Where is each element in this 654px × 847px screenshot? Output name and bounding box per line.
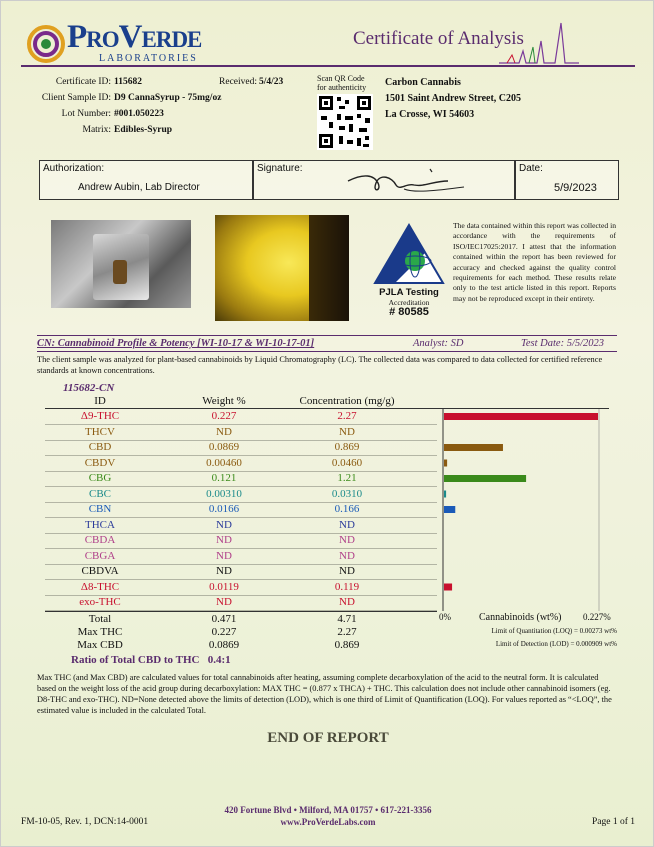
cannabinoid-weight: 0.227 — [211, 410, 237, 422]
authorization-label: Authorization: — [43, 163, 105, 174]
cannabinoid-weight: ND — [216, 425, 232, 438]
chart-xmin: 0% — [439, 612, 451, 622]
cannabinoid-weight: 0.0166 — [208, 503, 240, 515]
logo-swirl-icon — [27, 25, 65, 63]
test-date: Test Date: 5/5/2023 — [521, 338, 605, 349]
date-label: Date: — [519, 163, 543, 174]
cannabinoid-id: CBN — [88, 503, 112, 515]
bar-CBDV — [444, 460, 447, 467]
client-sample-id: D9 CannaSyrup - 75mg/oz — [114, 93, 222, 103]
authorizer-name: Andrew Aubin, Lab Director — [78, 182, 200, 193]
bar-CBG — [444, 475, 526, 482]
lot-number-label: Lot Number: — [61, 109, 111, 119]
date-box — [515, 160, 619, 200]
signature-image — [344, 163, 474, 197]
logo-main: ProVerde — [67, 19, 202, 55]
bar-Δ9-THC — [444, 413, 598, 420]
client-city: La Crosse, WI 54603 — [385, 109, 475, 120]
client-street: 1501 Saint Andrew Street, C205 — [385, 93, 522, 104]
section-title: CN: Cannabinoid Profile & Potency [WI-10-17 & WI-10-17-01] — [37, 338, 315, 349]
total-weight: 0.0869 — [208, 639, 240, 651]
bar-CBN — [444, 506, 455, 513]
cannabinoid-weight: ND — [216, 596, 232, 608]
certificate-id: 115682 — [114, 77, 142, 87]
cannabinoid-id: THCA — [85, 518, 115, 531]
matrix: Edibles-Syrup — [114, 125, 173, 135]
bar-Δ8-THC — [444, 584, 452, 591]
cannabinoid-concentration: ND — [339, 518, 355, 531]
cannabinoid-weight: ND — [216, 534, 232, 546]
cannabinoid-id: CBGA — [84, 549, 116, 562]
total-label: Total — [88, 613, 112, 625]
section-rule — [37, 335, 617, 336]
total-concentration: 2.27 — [337, 626, 357, 638]
footer-website[interactable]: www.ProVerdeLabs.com — [280, 817, 376, 827]
authorization-box — [39, 160, 253, 200]
cannabinoid-id: CBG — [88, 472, 112, 484]
report-date: 5/9/2023 — [554, 182, 597, 194]
ratio-value: 0.4:1 — [207, 654, 231, 666]
form-id: FM-10-05, Rev. 1, DCN:14-0001 — [21, 817, 149, 827]
signature-label: Signature: — [257, 163, 303, 174]
cannabinoid-weight: ND — [216, 518, 232, 531]
header-rule — [21, 65, 635, 67]
pjla-sub: Accreditation — [388, 298, 430, 307]
cannabinoid-id: CBC — [88, 487, 111, 500]
lod-value: Limit of Detection (LOD) = 0.000909 wt% — [495, 640, 617, 648]
ratio-label — [71, 654, 231, 666]
cannabinoid-weight: 0.0869 — [208, 441, 240, 453]
notes: Max THC (and Max CBD) are calculated values for total cannabinoids after heating, assuming complete decarboxylation of the acid to the neutral form. It is calculated based on the weight loss of the acid group during decarboxylation: MAX THC = (0.877 x THCA) + THC. This calculation does not include other cannabinoid isomers (eg. D8-THC and exo-THC). ND=None detected above the limits of detection (LOD), which is one third of Limit of Quantification (LOQ). For values reported as “<LOQ”, the estimated value is included in the calculated Total. — [37, 673, 612, 715]
cannabinoid-weight: 0.00310 — [206, 487, 242, 500]
total-label: Max THC — [77, 626, 123, 638]
qr-code-icon[interactable] — [317, 94, 373, 150]
cannabinoid-id: CBDVA — [81, 565, 119, 577]
cannabinoid-weight: 0.00460 — [206, 456, 242, 469]
cannabinoid-concentration: 0.166 — [334, 503, 360, 515]
cannabinoid-weight: 0.121 — [211, 472, 237, 484]
received-label: Received: — [219, 77, 257, 87]
pjla-name: PJLA Testing — [379, 287, 439, 298]
total-label: Max CBD — [77, 639, 123, 651]
col-id-header: ID — [94, 395, 106, 407]
bar-CBC — [444, 491, 446, 498]
cannabinoid-weight: 0.0119 — [209, 580, 239, 593]
cannabinoid-concentration: 0.119 — [334, 580, 360, 593]
cannabinoid-concentration: 1.21 — [337, 472, 357, 484]
section-rule-2 — [37, 351, 617, 352]
cannabinoid-concentration: 0.0460 — [331, 456, 363, 469]
cannabinoid-id: CBD — [88, 441, 112, 453]
qr-caption-2: for authenticity — [317, 83, 367, 92]
qr-caption-1: Scan QR Code — [317, 74, 365, 83]
cannabinoid-weight: ND — [216, 549, 232, 562]
footer-address: 420 Fortune Blvd • Milford, MA 01757 • 617-221-3356 — [224, 805, 432, 815]
client-name: Carbon Cannabis — [385, 77, 461, 88]
cannabinoid-concentration: 0.869 — [334, 441, 360, 453]
cannabinoid-bar-chart — [441, 409, 613, 611]
total-concentration: 4.71 — [337, 613, 357, 625]
received-date: 5/4/23 — [259, 77, 284, 87]
chart-xlabel: Cannabinoids (wt%) — [479, 612, 562, 623]
sample-photo-package — [51, 220, 191, 308]
cannabinoid-id: Δ8-THC — [80, 580, 120, 593]
chart-xmax: 0.227% — [583, 612, 611, 622]
end-of-report: END OF REPORT — [267, 730, 389, 746]
document-title: Certificate of Analysis — [353, 28, 524, 49]
sample-photo-syrup — [215, 215, 349, 321]
pjla-logo-icon — [373, 223, 445, 285]
total-weight: 0.471 — [211, 613, 237, 625]
total-concentration: 0.869 — [334, 639, 360, 651]
certificate-id-label: Certificate ID: — [55, 77, 111, 87]
ratio-text: Ratio of Total CBD to THC — [71, 654, 200, 666]
col-conc-header: Concentration (mg/g) — [299, 395, 395, 407]
sample-code: 115682-CN — [63, 382, 115, 394]
totals-rule — [45, 611, 437, 612]
signature-box — [253, 160, 515, 200]
bar-CBD — [444, 444, 503, 451]
logo — [27, 19, 247, 67]
cannabinoid-id: CBDV — [84, 456, 116, 469]
chromatogram-icon — [499, 21, 579, 65]
analyst: Analyst: SD — [413, 338, 464, 349]
col-weight-header: Weight % — [202, 395, 246, 407]
cannabinoid-concentration: 2.27 — [337, 410, 357, 422]
cannabinoid-id: CBDA — [84, 534, 116, 546]
cannabinoid-concentration: ND — [339, 565, 355, 577]
cannabinoid-weight: ND — [216, 565, 232, 577]
lot-number: #001.050223 — [114, 109, 164, 119]
method-description: The client sample was analyzed for plant-based cannabinoids by Liquid Chromatography (LC). The collected data was compared to data collected for certified reference standards at known concentrations. — [37, 355, 603, 375]
logo-sub: LABORATORIES — [99, 53, 198, 64]
loq-value: Limit of Quantitation (LOQ) = 0.00273 wt% — [491, 627, 617, 635]
cannabinoid-id: exo-THC — [79, 596, 121, 608]
cannabinoid-concentration: 0.0310 — [331, 487, 363, 500]
accreditation-statement: The data contained within this report was collected in accordance with the requirements of ISO/IEC17025:2017. I attest that the information contained within the report has been reviewed for accuracy and checked against the quality control requirements for each method. These results relate only to the test article listed in this report. Reports may not be reproduced except in their entirety. — [453, 221, 616, 303]
cannabinoid-id: THCV — [85, 425, 115, 438]
page-number: Page 1 of 1 — [591, 817, 635, 827]
cannabinoid-concentration: ND — [339, 425, 355, 438]
cannabinoid-concentration: ND — [339, 596, 355, 608]
matrix-label: Matrix: — [82, 125, 111, 135]
cannabinoid-concentration: ND — [339, 549, 355, 562]
pjla-number: # 80585 — [389, 306, 429, 318]
cannabinoid-concentration: ND — [339, 534, 355, 546]
total-weight: 0.227 — [211, 626, 237, 638]
client-sample-label: Client Sample ID: — [41, 93, 111, 103]
cannabinoid-id: Δ9-THC — [80, 410, 120, 422]
